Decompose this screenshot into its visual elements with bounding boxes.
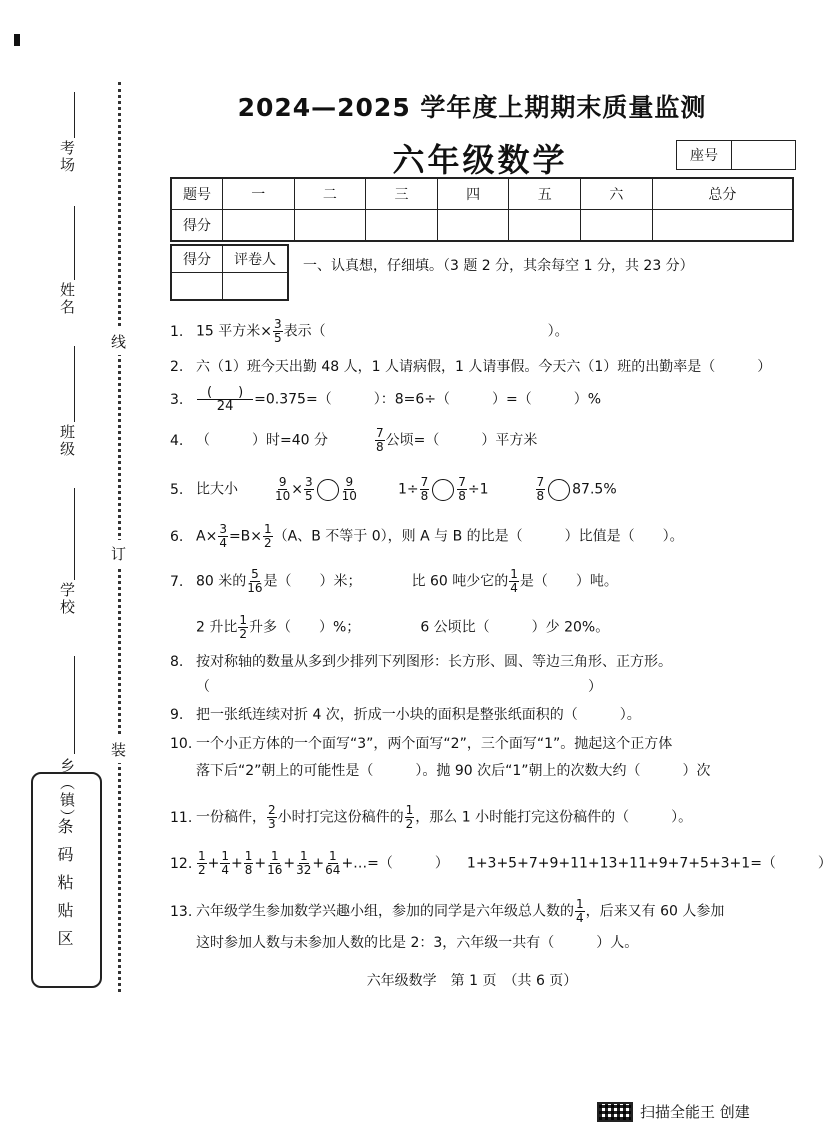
- question-text: ）。: [547, 323, 569, 340]
- question-text: 六（1）班今天出勤 48 人，1 人请病假，1 人请事假。今天六（1）班的出勤率是（ ）: [196, 359, 772, 375]
- numerator: 1: [264, 522, 272, 536]
- question-text: 六年级学生参加数学兴趣小组，参加的同学是六年级总人数的: [196, 903, 574, 920]
- question-number: 3.: [170, 391, 184, 408]
- question-number: 7.: [170, 573, 184, 590]
- denominator: 8: [376, 440, 384, 454]
- fraction: [267, 850, 282, 877]
- denominator: 2: [198, 863, 206, 877]
- fraction: [267, 804, 277, 831]
- denominator: 16: [267, 863, 283, 877]
- question-9: [170, 705, 774, 725]
- qr-code-icon: [597, 1102, 633, 1122]
- question-text: 按对称轴的数量从多到少排列下列图形：长方形、圆、等边三角形、正方形。: [196, 654, 672, 670]
- binding-dotted-line: [118, 82, 121, 992]
- denominator: 2: [405, 817, 414, 831]
- operator: ×: [291, 481, 304, 498]
- numerator: 7: [420, 475, 429, 489]
- numerator: 7: [458, 475, 466, 489]
- question-text: 这时参加人数与未参加人数的比是 2：3，六年级一共有（ ）人。: [196, 935, 639, 951]
- numerator: 1: [221, 849, 230, 863]
- grader-name-cell[interactable]: [223, 273, 289, 301]
- grader-name-label: 评卷人: [223, 245, 289, 273]
- grader-score-label: 得分: [171, 245, 223, 273]
- question-text: =B×: [228, 528, 263, 545]
- denominator: 16: [247, 581, 263, 595]
- denominator: 24: [216, 399, 234, 414]
- fraction: [238, 614, 248, 641]
- question-text: ÷1: [467, 481, 489, 498]
- question-5: [170, 476, 774, 503]
- numerator: 1: [198, 849, 206, 863]
- class-label: 班级: [58, 424, 76, 458]
- seam-line-mark: 线: [108, 328, 129, 355]
- section-heading: 一、认真想，仔细填。（3 题 2 分，其余每空 1 分，共 23 分）: [303, 258, 694, 274]
- seat-number-label: 座号: [677, 141, 732, 169]
- numerator: 1: [328, 849, 337, 863]
- question-number: 6.: [170, 528, 184, 545]
- question-text: 是（ ）吨。: [519, 573, 618, 590]
- numerator: 1: [576, 897, 584, 911]
- class-field[interactable]: [74, 346, 75, 422]
- table-row-header: 得分: [171, 210, 223, 242]
- question-number: 9.: [170, 707, 184, 723]
- name-field[interactable]: [74, 206, 75, 280]
- question-number: 11.: [170, 809, 193, 826]
- question-text: 是（ ）米；: [263, 573, 362, 590]
- question-text: 1+3+5+7+9+11+13+11+9+7+5+3+1=（ ）: [466, 855, 832, 872]
- fraction: [244, 850, 254, 877]
- question-7: [170, 568, 774, 595]
- denominator: 2: [239, 627, 247, 641]
- score-cell[interactable]: [652, 210, 793, 242]
- question-4: [170, 427, 774, 454]
- question-text: 6 公顷比（ ）少 20%。: [420, 619, 610, 636]
- question-text: 比大小: [196, 481, 238, 498]
- fraction: [325, 850, 340, 877]
- exam-room-label: 考场: [58, 140, 76, 174]
- denominator: 8: [420, 489, 429, 503]
- fraction: [273, 318, 283, 345]
- question-number: 8.: [170, 654, 184, 670]
- question-text: 1÷: [397, 481, 419, 498]
- question-text: =0.375=（ ）：8=6÷（ ）=（ ）%: [254, 391, 602, 408]
- question-text: +…=（ ）: [341, 855, 449, 872]
- fraction: [536, 476, 546, 503]
- question-text: 一个小正方体的一个面写“3”，两个面写“2”，三个面写“1”。抛起这个正方体: [196, 736, 673, 752]
- fraction: [296, 850, 311, 877]
- question-text: 落下后“2”朝上的可能性是（ ）。抛 90 次后“1”朝上的次数大约（ ）次: [196, 763, 711, 779]
- question-number: 4.: [170, 432, 184, 449]
- question-2: [170, 357, 774, 377]
- denominator: 5: [274, 331, 282, 345]
- question-number: 5.: [170, 481, 184, 498]
- fraction: [304, 476, 314, 503]
- grader-score-cell[interactable]: [171, 273, 223, 301]
- question-text: （ ）时=40 分: [196, 432, 328, 449]
- question-text: 比 60 吨少它的: [411, 573, 509, 590]
- question-text: 87.5%: [572, 481, 617, 498]
- fraction: [342, 476, 357, 503]
- fraction: [509, 568, 519, 595]
- fraction: [218, 523, 228, 550]
- seat-number-field[interactable]: [732, 141, 795, 169]
- question-number: 10.: [170, 736, 193, 752]
- score-cell[interactable]: [294, 210, 366, 242]
- score-table-header-row: [171, 178, 793, 210]
- exam-room-field[interactable]: [74, 92, 75, 138]
- denominator: 64: [325, 863, 341, 877]
- score-table: [170, 177, 794, 242]
- grader-table: [170, 244, 289, 301]
- question-number: 2.: [170, 359, 184, 375]
- question-text: 2 升比: [196, 619, 238, 636]
- seat-number-box: [676, 140, 796, 170]
- question-number: 13.: [170, 903, 193, 920]
- numerator: 3: [305, 475, 313, 489]
- question-text: （A、B 不等于 0），则 A 与 B 的比是（ ）比值是（ ）。: [273, 528, 684, 545]
- question-text: 公顷=（ ）平方米: [385, 432, 538, 449]
- page-footer: 六年级数学 第 1 页 （共 6 页）: [366, 973, 578, 989]
- question-12: 12. $\frac{1}{2}$ + $\frac{1}{4}$ + $\frac{1}{8}$ + $\frac{1}{16}$ + $\frac{1}{32}$ + $\frac{1}{64}$ +…=（ ） 1+3+5+7+9+11+13+11+9+7+5+3+1=（ ）: [170, 849, 832, 877]
- name-label: 姓名: [58, 282, 76, 316]
- question-text: ，后来又有 60 人参加: [585, 903, 725, 920]
- school-label: 学校: [58, 582, 76, 616]
- town-label: 乡（镇）: [58, 758, 76, 826]
- fraction: [375, 427, 385, 454]
- score-cell[interactable]: [581, 210, 653, 242]
- numerator[interactable]: ( ): [197, 386, 253, 400]
- question-text: 80 米的: [196, 573, 247, 590]
- numerator: 3: [274, 317, 282, 331]
- numerator: 1: [299, 849, 308, 863]
- question-text: 一份稿件，: [196, 809, 266, 826]
- fraction: [275, 476, 290, 503]
- answer-blank[interactable]: （ ）: [196, 679, 602, 695]
- score-cell[interactable]: [366, 210, 438, 242]
- numerator: 9: [278, 475, 287, 489]
- question-number: 1.: [170, 323, 184, 340]
- numerator: 1: [405, 803, 414, 817]
- question-13-line-2: [196, 933, 774, 953]
- question-text: 把一张纸连续对折 4 次，折成一小块的面积是整张纸面积的（ ）。: [196, 707, 641, 723]
- numerator: 5: [251, 567, 259, 581]
- numerator: 1: [510, 567, 518, 581]
- barcode-area-label: 条码粘贴区: [55, 818, 74, 958]
- question-8-answer[interactable]: [196, 677, 774, 697]
- fraction: [575, 898, 585, 925]
- fraction: [220, 850, 230, 877]
- column-header: 六: [581, 178, 653, 210]
- denominator: 8: [458, 489, 466, 503]
- compare-circle[interactable]: [432, 479, 454, 501]
- numerator: 7: [536, 475, 545, 489]
- numerator: 1: [239, 613, 247, 627]
- question-text: A×: [196, 528, 218, 545]
- question-11: [170, 804, 774, 831]
- denominator: 8: [536, 489, 545, 503]
- question-10: [170, 734, 774, 754]
- score-cell[interactable]: [437, 210, 509, 242]
- question-text: 15 平方米×: [196, 323, 272, 340]
- numerator: 2: [268, 803, 276, 817]
- question-1: [170, 318, 774, 345]
- denominator: 2: [264, 536, 272, 550]
- denominator: 8: [244, 863, 253, 877]
- denominator: 5: [305, 489, 313, 503]
- fraction: [263, 523, 273, 550]
- question-3: [170, 386, 774, 413]
- numerator: 7: [376, 426, 384, 440]
- fraction: [457, 476, 467, 503]
- column-header: 二: [294, 178, 366, 210]
- fraction: [405, 804, 415, 831]
- score-cell[interactable]: [509, 210, 581, 242]
- score-table-score-row: [171, 210, 793, 242]
- barcode-area: [31, 772, 102, 988]
- denominator: 10: [275, 489, 291, 503]
- question-number: 12.: [170, 855, 193, 872]
- denominator: 4: [576, 911, 584, 925]
- question-8: [170, 652, 774, 672]
- seam-bind-mark: 订: [108, 540, 129, 567]
- numerator: 1: [244, 849, 253, 863]
- denominator: 4: [221, 863, 230, 877]
- numerator: 3: [219, 522, 227, 536]
- denominator: 4: [219, 536, 227, 550]
- compare-circle[interactable]: [317, 479, 339, 501]
- compare-circle[interactable]: [548, 479, 570, 501]
- column-header: 四: [437, 178, 509, 210]
- subject-title: 六年级数学: [392, 141, 568, 179]
- question-text: ，那么 1 小时能打完这份稿件的（ ）。: [415, 809, 693, 826]
- question-text: 表示（: [283, 323, 326, 340]
- column-header: 三: [366, 178, 438, 210]
- question-text: 升多（ ）%；: [249, 619, 361, 636]
- exam-title: 2024—2025 学年度上期期末质量监测: [237, 93, 707, 122]
- denominator: 3: [268, 817, 276, 831]
- question-7-line-2: [196, 614, 774, 641]
- scanner-watermark: 扫描全能王 创建: [640, 1103, 750, 1121]
- numerator: 1: [270, 849, 279, 863]
- denominator: 32: [296, 863, 312, 877]
- denominator: 10: [341, 489, 357, 503]
- score-cell[interactable]: [223, 210, 295, 242]
- question-6: [170, 523, 774, 550]
- column-header: 总分: [652, 178, 793, 210]
- seam-pack-mark: 装: [108, 736, 129, 763]
- school-field[interactable]: [74, 488, 75, 580]
- column-header: 五: [509, 178, 581, 210]
- denominator: 4: [510, 581, 518, 595]
- question-text: 小时打完这份稿件的: [277, 809, 404, 826]
- town-field[interactable]: [74, 656, 75, 754]
- fraction: [420, 476, 430, 503]
- fraction: [197, 386, 253, 413]
- corner-mark: [14, 34, 20, 46]
- question-13: [170, 898, 774, 925]
- fraction: [197, 850, 207, 877]
- question-10-line-2: [196, 761, 774, 781]
- numerator: 9: [345, 475, 354, 489]
- fraction: [247, 568, 262, 595]
- column-header: 一: [223, 178, 295, 210]
- table-row-header: 题号: [171, 178, 223, 210]
